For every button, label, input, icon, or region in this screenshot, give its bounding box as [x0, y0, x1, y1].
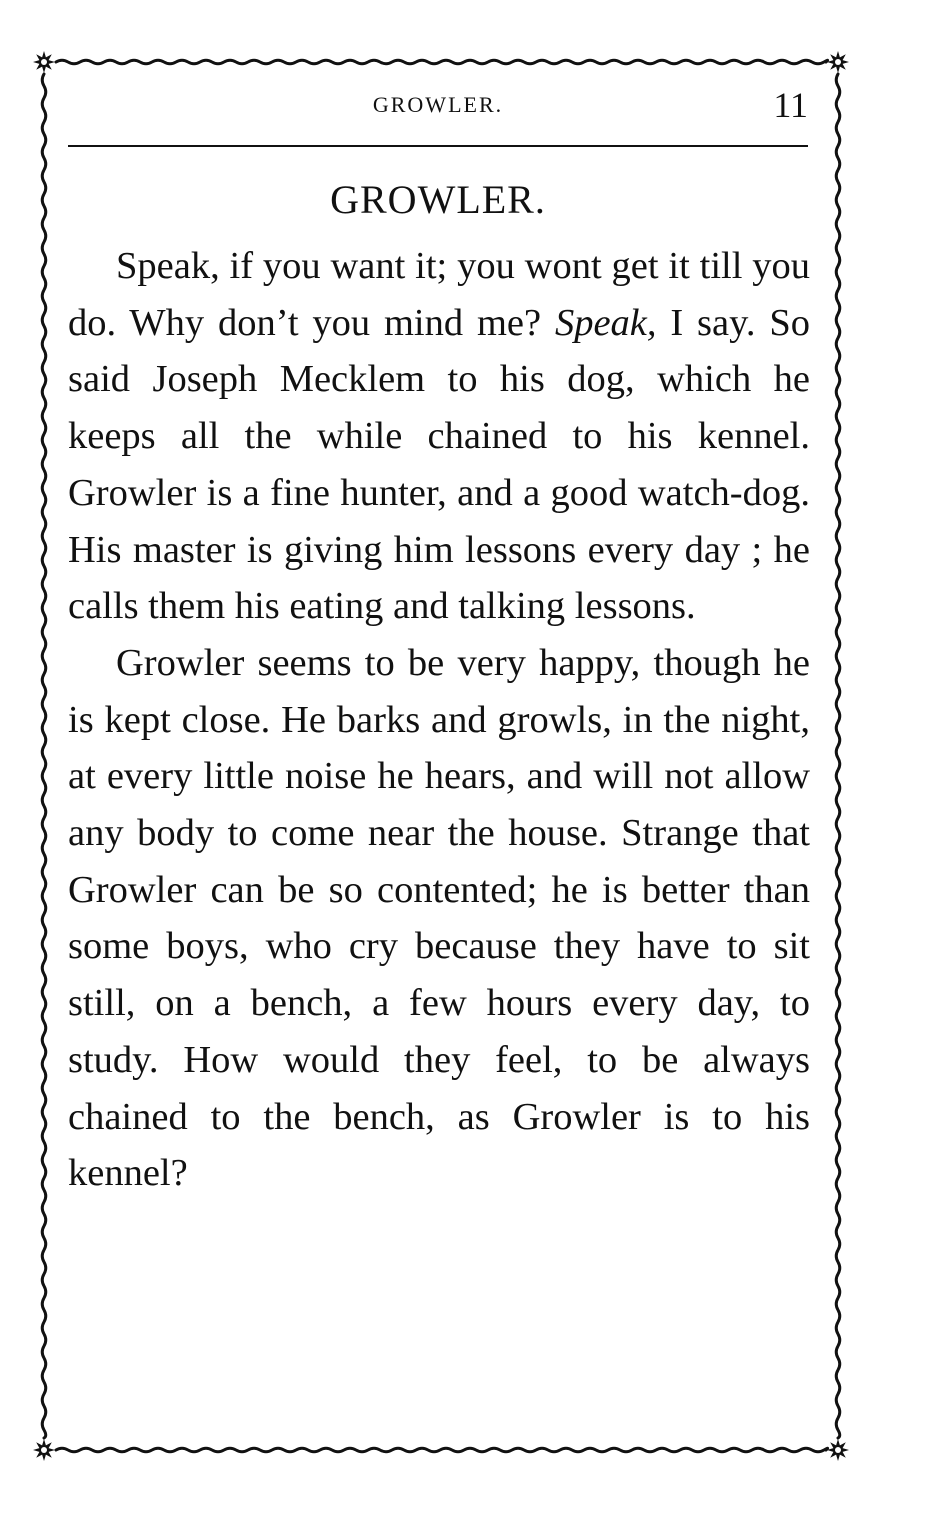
corner-ornament-1: [33, 51, 55, 73]
corner-ornament-2: [827, 51, 849, 73]
running-title: GROWLER.: [372, 92, 504, 117]
header-rule: [68, 145, 808, 147]
corner-ornament-4: [827, 1439, 849, 1461]
running-head: [68, 85, 808, 128]
border-left: [42, 74, 46, 1438]
corner-ornament-3: [33, 1439, 55, 1461]
emphasized-word: Speak,: [554, 301, 657, 344]
paragraph-2: Growler seems to be very happy, though he is kept close. He barks and growls, in the night, at every little noise he hears, and will not allow any body to come near the house. Strange that Growler can be so contented; he is better than some boys, who cry because they have to sit still, on a bench, a few hours every day, to study. How would they feel, to be always chained to the bench, as Growler is to his kennel?: [68, 641, 810, 1195]
paragraph-1: [68, 238, 810, 635]
border-bottom: [56, 1448, 828, 1452]
page-number: 11: [773, 85, 808, 125]
paragraph-1-end: I say. So said Joseph Mecklem to his dog, which he keeps all the while chained to his kennel. Growler is a fine hunter, and a good watch-dog. His master is giving him lessons every day ; he calls them his eating and talking lessons.: [68, 301, 810, 628]
paragraph-1-start: Speak, if you want it; you wont get it till you do. Why don’t you mind me?: [68, 245, 810, 344]
chapter-title: GROWLER.: [330, 177, 546, 222]
border-top: [56, 60, 828, 64]
border-right: [836, 74, 840, 1438]
body-text: [68, 238, 810, 1202]
